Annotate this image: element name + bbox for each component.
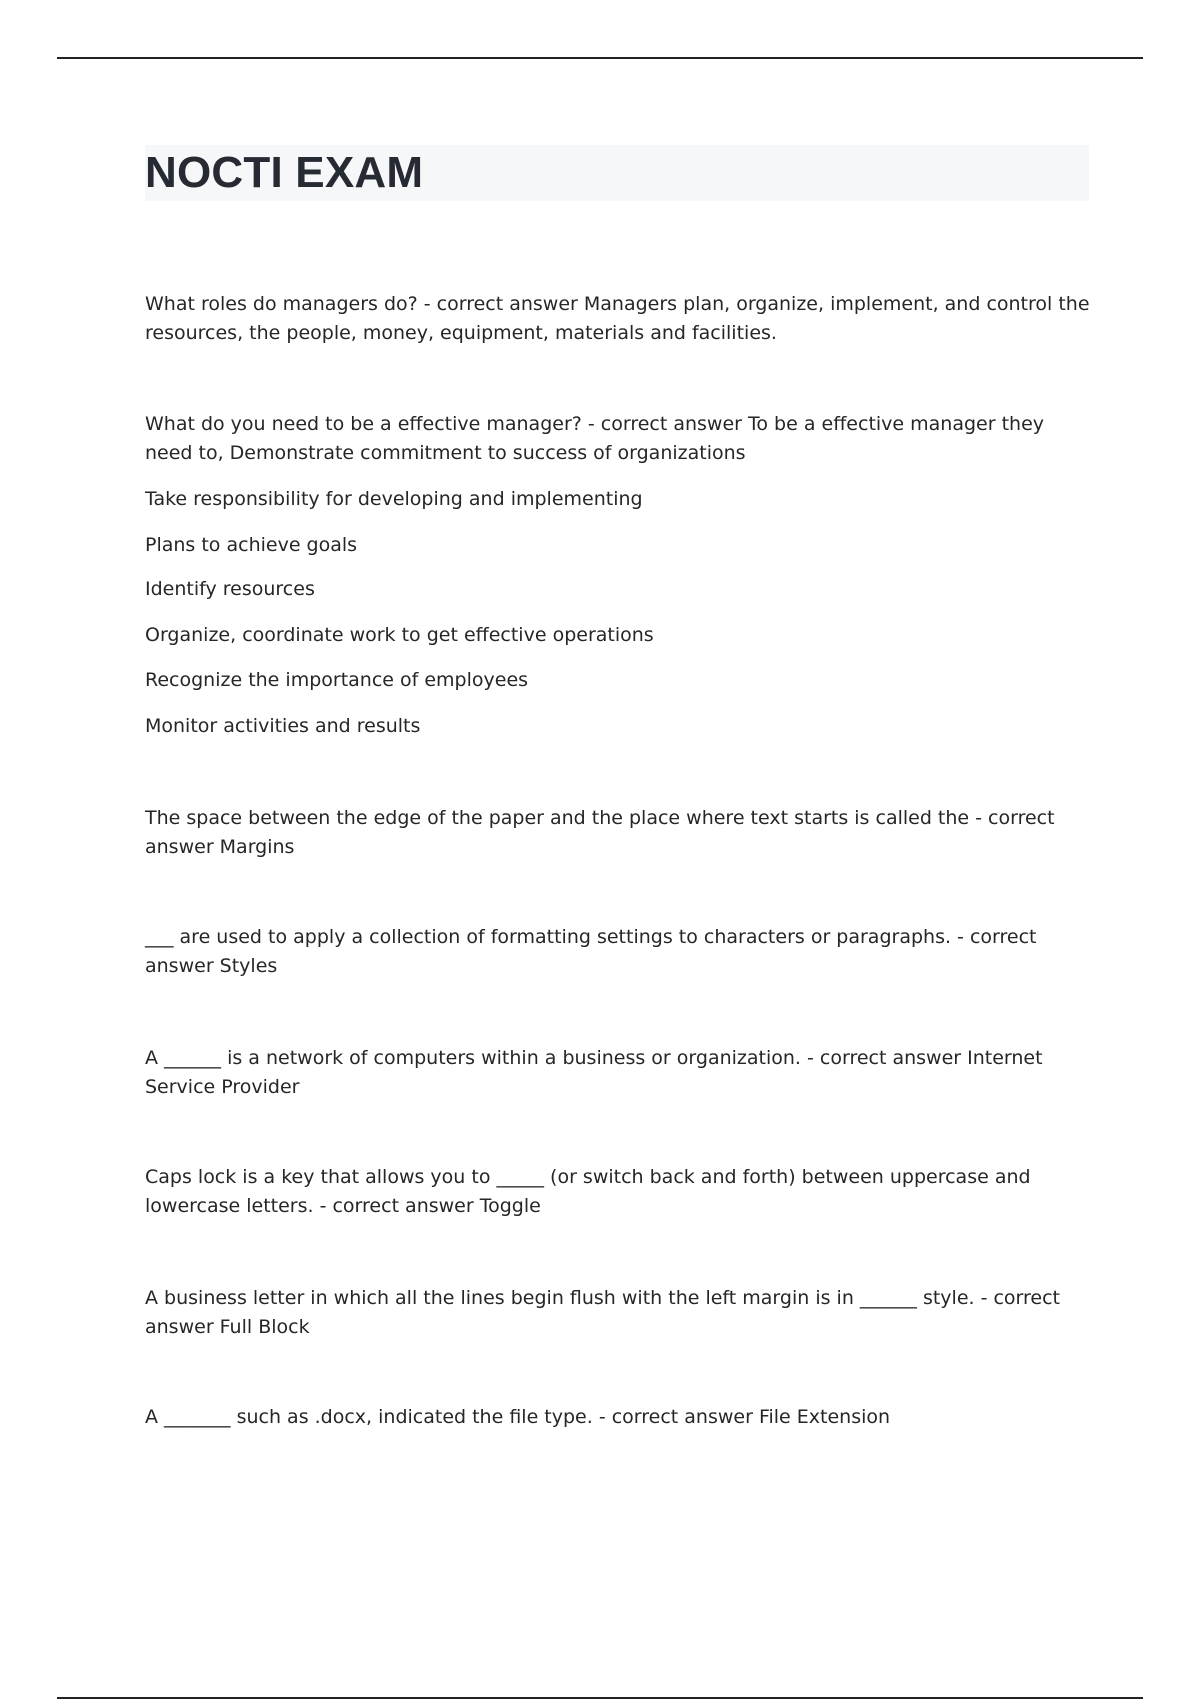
question-answer-4: ___ are used to apply a collection of formatting settings to characters or paragraphs. - correct answer Styles [145, 926, 1037, 977]
question-answer-6: Caps lock is a key that allows you to _____ (or switch back and forth) between uppercase and lowercase letters. - correct answer Toggle [145, 1166, 1031, 1217]
answer-list-item: Organize, coordinate work to get effective operations [145, 624, 654, 646]
top-rule [57, 57, 1143, 59]
question-answer-3: The space between the edge of the paper and the place where text starts is called the - correct answer Margins [145, 807, 1055, 858]
title-banner [145, 145, 1089, 201]
answer-list-item: Identify resources [145, 578, 315, 600]
question-answer-8: A _______ such as .docx, indicated the file type. - correct answer File Extension [145, 1406, 891, 1428]
question-answer-5: A ______ is a network of computers within a business or organization. - correct answer Internet Service Provider [145, 1047, 1043, 1098]
bottom-rule [57, 1697, 1143, 1699]
answer-list-item: Take responsibility for developing and implementing [145, 488, 643, 510]
question-answer-7: A business letter in which all the lines begin flush with the left margin is in ______ style. - correct answer Full Block [145, 1287, 1061, 1338]
answer-list-item: Plans to achieve goals [145, 534, 358, 556]
page-title: NOCTI EXAM [145, 148, 424, 197]
question-answer-2: What do you need to be a effective manager? - correct answer To be a effective manager they need to, Demonstrate commitment to success of organizations [145, 413, 1045, 464]
answer-list-item: Monitor activities and results [145, 715, 421, 737]
answer-list-item: Recognize the importance of employees [145, 669, 529, 691]
question-answer-1: What roles do managers do? - correct answer Managers plan, organize, implement, and control the resources, the people, money, equipment, materials and facilities. [145, 293, 1090, 344]
